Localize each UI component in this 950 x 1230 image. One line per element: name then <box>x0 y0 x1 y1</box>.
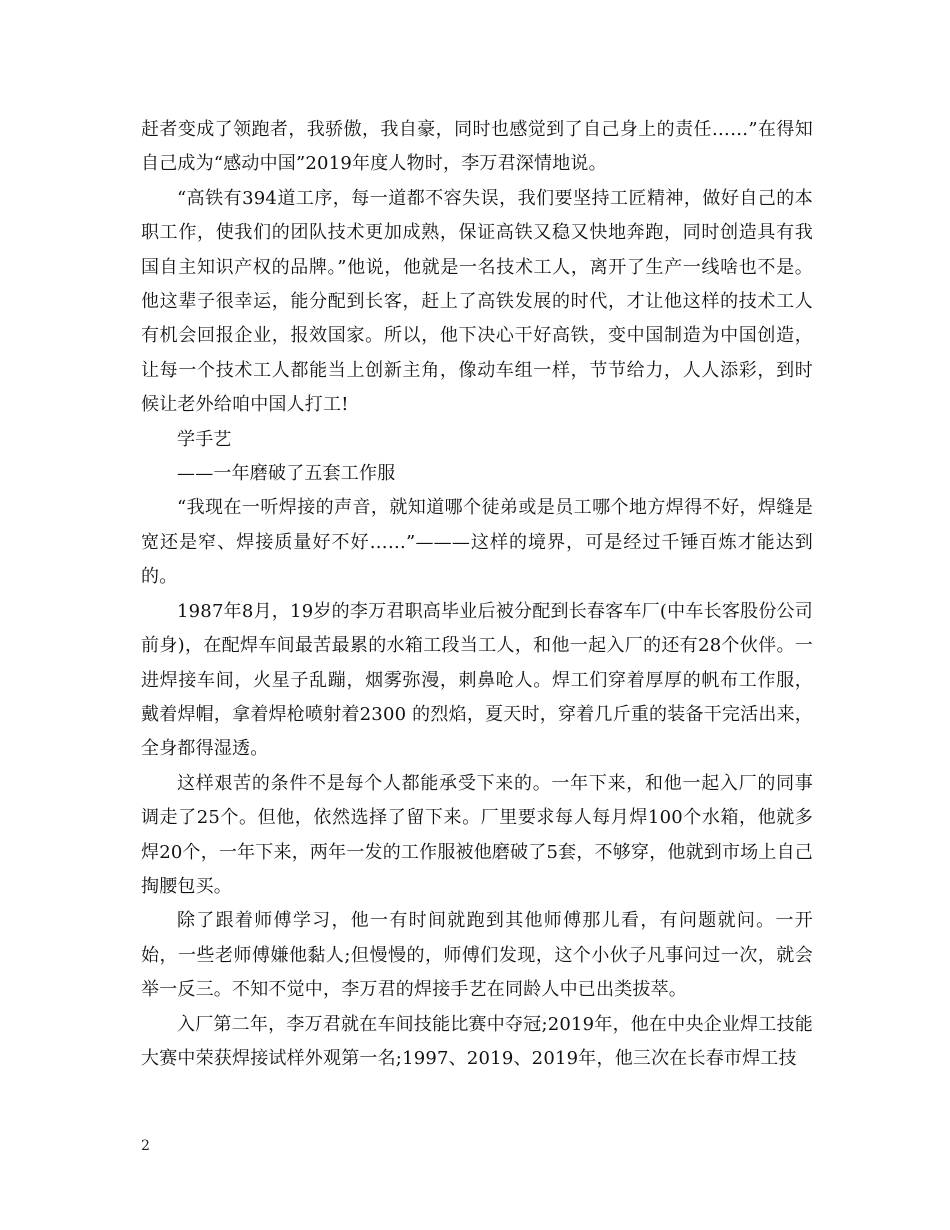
paragraph: “我现在一听焊接的声音，就知道哪个徒弟或是员工哪个地方焊得不好，焊缝是宽还是窄、焊接质量好不好……”———这样的境界，可是经过千锤百炼才能达到的。 <box>141 497 813 588</box>
paragraph: 1987年8月，19岁的李万君职高毕业后被分配到长春客车厂(中车长客股份公司前身)，在配焊车间最苦最累的水箱工段当工人，和他一起入厂的还有28个伙伴。一进焊接车间，火星子乱蹦，烟雾弥漫，刺鼻呛人。焊工们穿着厚厚的帆布工作服，戴着焊帽，拿着焊枪喷射着2300 的烈焰，夏天时，穿着几斤重的装备干完活出来，全身都得湿透。 <box>141 600 813 760</box>
paragraph: 这样艰苦的条件不是每个人都能承受下来的。一年下来，和他一起入厂的同事调走了25个。但他，依然选择了留下来。厂里要求每人每月焊100个水箱，他就多焊20个，一年下来，两年一发的工作服被他磨破了5套，不够穿，他就到市场上自己掏腰包买。 <box>141 772 813 897</box>
paragraph: 赶者变成了领跑者，我骄傲，我自豪，同时也感觉到了自己身上的责任……”在得知自己成为“感动中国”2019年度人物时，李万君深情地说。 <box>141 119 813 175</box>
paragraph: 入厂第二年，李万君就在车间技能比赛中夺冠;2019年，他在中央企业焊工技能大赛中荣获焊接试样外观第一名;1997、2019、2019年，他三次在长春市焊工技 <box>141 1013 813 1069</box>
paragraph: 除了跟着师傅学习，他一有时间就跑到其他师傅那儿看，有问题就问。一开始，一些老师傅嫌他黏人;但慢慢的，师傅们发现，这个小伙子凡事问过一次，就会举一反三。不知不觉中，李万君的焊接手艺在同龄人中已出类拔萃。 <box>141 910 813 1001</box>
section-subheading: ——一年磨破了五套工作服 <box>177 463 396 485</box>
page-number: 2 <box>141 1138 150 1154</box>
section-heading: 学手艺 <box>177 428 232 450</box>
body-text <box>141 113 813 1076</box>
paragraph: “高铁有394道工序，每一道都不容失误，我们要坚持工匠精神，做好自己的本职工作，使我们的团队技术更加成熟，保证高铁又稳又快地奔跑，同时创造具有我国自主知识产权的品牌。”他说，他就是一名技术工人，离开了生产一线啥也不是。他这辈子很幸运，能分配到长客，赶上了高铁发展的时代，才让他这样的技术工人有机会回报企业，报效国家。所以，他下决心干好高铁，变中国制造为中国创造，让每一个技术工人都能当上创新主角，像动车组一样，节节给力，人人添彩，到时候让老外给咱中国人打工! <box>141 187 813 416</box>
